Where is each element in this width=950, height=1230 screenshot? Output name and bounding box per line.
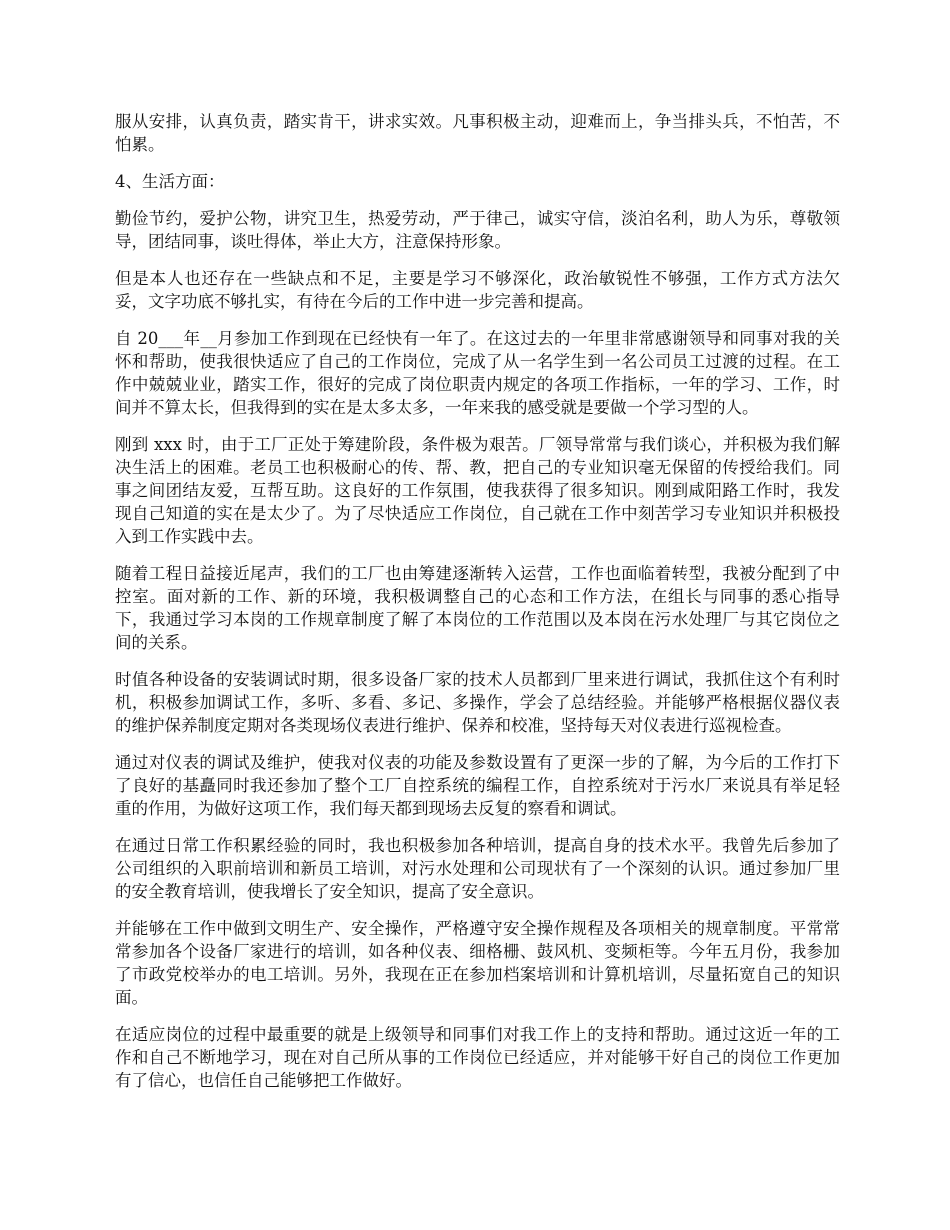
paragraph-10: 在通过日常工作积累经验的同时，我也积极参加各种培训，提高自身的技术水平。我曾先后参加了公司组织的入职前培训和新员工培训，对污水处理和公司现状有了一个深刻的认识。通过参加厂里的安全教育培训，使我增长了安全知识，提高了安全意识。 (115, 836, 840, 901)
paragraph-5: 自 20___年__月参加工作到现在已经快有一年了。在这过去的一年里非常感谢领导和同事对我的关怀和帮助，使我很快适应了自己的工作岗位，完成了从一名学生到一名公司员工过渡的过程。在工作中兢兢业业，踏实工作，很好的完成了岗位职责内规定的各项工作指标，一年的学习、工作，时间并不算太长，但我得到的实在是太多太多，一年来我的感受就是要做一个学习型的人。 (115, 329, 840, 417)
paragraph-6: 刚到 xxx 时，由于工厂正处于筹建阶段，条件极为艰苦。厂领导常常与我们谈心，并积极为我们解决生活上的困难。老员工也积极耐心的传、帮、教，把自己的专业知识毫无保留的传授给我们。同事之间团结友爱，互帮互助。这良好的工作氛围，使我获得了很多知识。刚到咸阳路工作时，我发现自己知道的实在是太少了。为了尽快适应工作岗位，自己就在工作中刻苦学习专业知识并积极投入到工作实践中去。 (115, 435, 840, 546)
paragraph-9: 通过对仪表的调试及维护，使我对仪表的功能及参数设置有了更深一步的了解，为今后的工作打下了良好的基矗同时我还参加了整个工厂自控系统的编程工作，自控系统对于污水厂来说具有举足轻重的作用，为做好这项工作，我们每天都到现场去反复的察看和调试。 (115, 753, 840, 818)
paragraph-7: 随着工程日益接近尾声，我们的工厂也由筹建逐渐转入运营，工作也面临着转型，我被分配到了中控室。面对新的工作、新的环境，我积极调整自己的心态和工作方法，在组长与同事的悉心指导下，我通过学习本岗的工作规章制度了解了本岗位的工作范围以及本岗在污水处理厂与其它岗位之间的关系。 (115, 564, 840, 652)
paragraph-11: 并能够在工作中做到文明生产、安全操作，严格遵守安全操作规程及各项相关的规章制度。平常常常参加各个设备厂家进行的培训，如各种仪表、细格栅、鼓风机、变频柜等。今年五月份，我参加了市政党校举办的电工培训。另外，我现在正在参加档案培训和计算机培训，尽量拓宽自己的知识面。 (115, 919, 840, 1007)
paragraph-8: 时值各种设备的安装调试时期，很多设备厂家的技术人员都到厂里来进行调试，我抓住这个有利时机，积极参加调试工作，多听、多看、多记、多操作，学会了总结经验。并能够严格根据仪器仪表的维护保养制度定期对各类现场仪表进行维护、保养和校准，坚持每天对仪表进行巡视检查。 (115, 670, 840, 735)
paragraph-12: 在适应岗位的过程中最重要的就是上级领导和同事们对我工作上的支持和帮助。通过这近一年的工作和自己不断地学习，现在对自己所从事的工作岗位已经适应，并对能够干好自己的岗位工作更加有了信心，也信任自己能够把工作做好。 (115, 1025, 840, 1090)
paragraph-4: 但是本人也还存在一些缺点和不足，主要是学习不够深化，政治敏锐性不够强，工作方式方法欠妥，文字功底不够扎实，有待在今后的工作中进一步完善和提高。 (115, 269, 840, 311)
document-page (115, 110, 840, 1106)
section-heading-life: 4、生活方面： (115, 172, 225, 191)
paragraph-3: 勤俭节约，爱护公物，讲究卫生，热爱劳动，严于律己，诚实守信，淡泊名利，助人为乐，尊敬领导，团结同事，谈吐得体，举止大方，注意保持形象。 (115, 209, 840, 251)
paragraph-1: 服从安排，认真负责，踏实肯干，讲求实效。凡事积极主动，迎难而上，争当排头兵，不怕苦，不怕累。 (115, 112, 840, 154)
